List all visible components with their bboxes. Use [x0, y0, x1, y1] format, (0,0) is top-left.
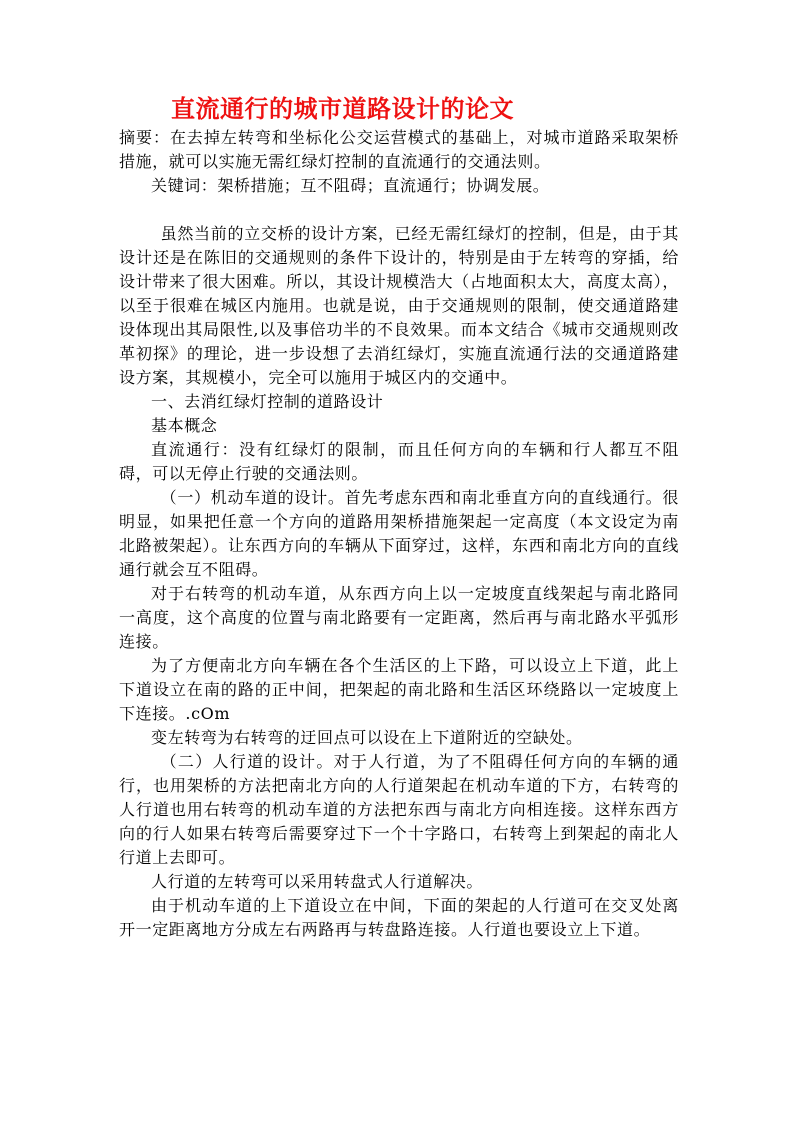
body-paragraph: 变左转弯为右转弯的迂回点可以设在上下道附近的空缺处。: [151, 728, 583, 747]
body-paragraph: 由于机动车道的上下道设立在中间，下面的架起的人行道可在交叉处离开一定距离地方分成左右两路再与转盘路连接。人行道也要设立上下道。: [119, 896, 679, 939]
body-paragraph: 为了方便南北方向车辆在各个生活区的上下路，可以设立上下道，此上下道设立在南的路的正中间，把架起的南北路和生活区环绕路以一定坡度上下连接。.cOm: [119, 656, 679, 723]
blank-line: [119, 198, 679, 222]
section-heading: 一、去消红绿灯控制的道路设计: [151, 392, 384, 411]
body-paragraph: 人行道的左转弯可以采用转盘式人行道解决。: [151, 872, 484, 891]
subsection-heading: 基本概念: [151, 416, 218, 435]
body-paragraph: （一）机动车道的设计。首先考虑东西和南北垂直方向的直线通行。很明显，如果把任意一个方向的道路用架桥措施架起一定高度（本文设定为南北路被架起）。让东西方向的车辆从下面穿过，这样，东西和南北方向的直线通行就会互不阻碍。: [119, 488, 679, 579]
abstract-paragraph: 摘要：在去掉左转弯和坐标化公交运营模式的基础上，对城市道路采取架桥措施，就可以实施无需红绿灯控制的直流通行的交通法则。: [119, 128, 679, 171]
document-title: 直流通行的城市道路设计的论文: [171, 94, 514, 123]
body-paragraph: 对于右转弯的机动车道，从东西方向上以一定坡度直线架起与南北路同一高度，这个高度的位置与南北路要有一定距离，然后再与南北路水平弧形连接。: [119, 584, 679, 651]
body-paragraph: 直流通行：没有红绿灯的限制，而且任何方向的车辆和行人都互不阻碍，可以无停止行驶的交通法则。: [119, 440, 679, 483]
body-paragraph: 虽然当前的立交桥的设计方案，已经无需红绿灯的控制，但是，由于其设计还是在陈旧的交通规则的条件下设计的，特别是由于左转弯的穿插，给设计带来了很大困难。所以，其设计规模浩大（占地面积太大，高度太高），以至于很难在城区内施用。也就是说，由于交通规则的限制，使交通道路建设体现出其局限性,以及事倍功半的不良效果。而本文结合《城市交通规则改革初探》的理论，进一步设想了去消红绿灯，实施直流通行法的交通道路建设方案，其规模小，完全可以施用于城区内的交通中。: [119, 224, 679, 387]
keywords-paragraph: 关键词：架桥措施；互不阻碍；直流通行；协调发展。: [151, 176, 550, 195]
document-body: [119, 92, 679, 942]
body-paragraph: （二）人行道的设计。对于人行道，为了不阻碍任何方向的车辆的通行，也用架桥的方法把南北方向的人行道架起在机动车道的下方，右转弯的人行道也用右转弯的机动车道的方法把东西与南北方向相连接。这样东西方向的行人如果右转弯后需要穿过下一个十字路口，右转弯上到架起的南北人行道上去即可。: [119, 752, 679, 867]
